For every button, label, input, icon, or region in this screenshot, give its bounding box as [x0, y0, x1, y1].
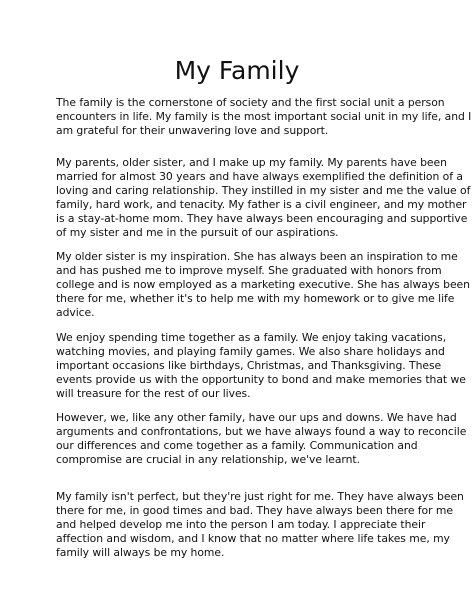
text-line: there for me, whether it's to help me with my homework or to give me life [56, 292, 455, 306]
text-line: college and is now employed as a marketing executive. She has always been [56, 278, 470, 292]
text-line: important occasions like birthdays, Christmas, and Thanksgiving. These [56, 359, 442, 373]
paragraph-together [56, 331, 466, 401]
text-line: will treasure for the rest of our lives. [56, 387, 251, 401]
paragraph-ups-downs [56, 411, 467, 467]
text-line: loving and caring relationship. They instilled in my sister and me the value of [56, 184, 471, 198]
text-line: encounters in life. My family is the most important social unit in my life, and I [56, 110, 472, 124]
text-line: of my sister and me in the pursuit of our aspirations. [56, 226, 339, 240]
paragraph-conclusion [56, 490, 464, 560]
text-line: We enjoy spending time together as a family. We enjoy taking vacations, [56, 331, 447, 344]
text-line: family will always be my home. [56, 546, 225, 560]
text-line: My older sister is my inspiration. She has always been an inspiration to me [56, 250, 458, 263]
text-line: My family isn't perfect, but they're just right for me. They have always been [56, 490, 464, 503]
text-line: The family is the cornerstone of society and the first social unit a person [56, 96, 445, 109]
text-line: advice. [56, 306, 95, 320]
text-line: there for me, in good times and bad. They have always been there for me [56, 504, 453, 518]
text-line: and helped develop me into the person I am today. I appreciate their [56, 518, 426, 532]
text-line: family, hard work, and tenacity. My father is a civil engineer, and my mother [56, 198, 467, 212]
text-line: and has pushed me to improve myself. She graduated with honors from [56, 264, 442, 278]
text-line: However, we, like any other family, have our ups and downs. We have had [56, 411, 457, 424]
paragraph-parents [56, 156, 471, 241]
text-line: My parents, older sister, and I make up my family. My parents have been [56, 156, 447, 169]
text-line: watching movies, and playing family games. We also share holidays and [56, 345, 445, 359]
text-line: our differences and come together as a family. Communication and [56, 439, 418, 453]
text-line: affection and wisdom, and I know that no matter where life takes me, my [56, 532, 450, 546]
text-line: married for almost 30 years and have always exemplified the definition of a [56, 170, 463, 184]
text-line: compromise are crucial in any relationship, we've learnt. [56, 453, 360, 467]
text-line: is a stay-at-home mom. They have always been encouraging and supportive [56, 212, 468, 226]
document-title: My Family [174, 56, 300, 85]
text-line: am grateful for their unwavering love and support. [56, 124, 329, 138]
text-line: arguments and confrontations, but we have always found a way to reconcile [56, 425, 467, 439]
text-line: events provide us with the opportunity to bond and make memories that we [56, 373, 466, 387]
paragraph-intro [56, 96, 472, 138]
paragraph-sister [56, 250, 470, 320]
